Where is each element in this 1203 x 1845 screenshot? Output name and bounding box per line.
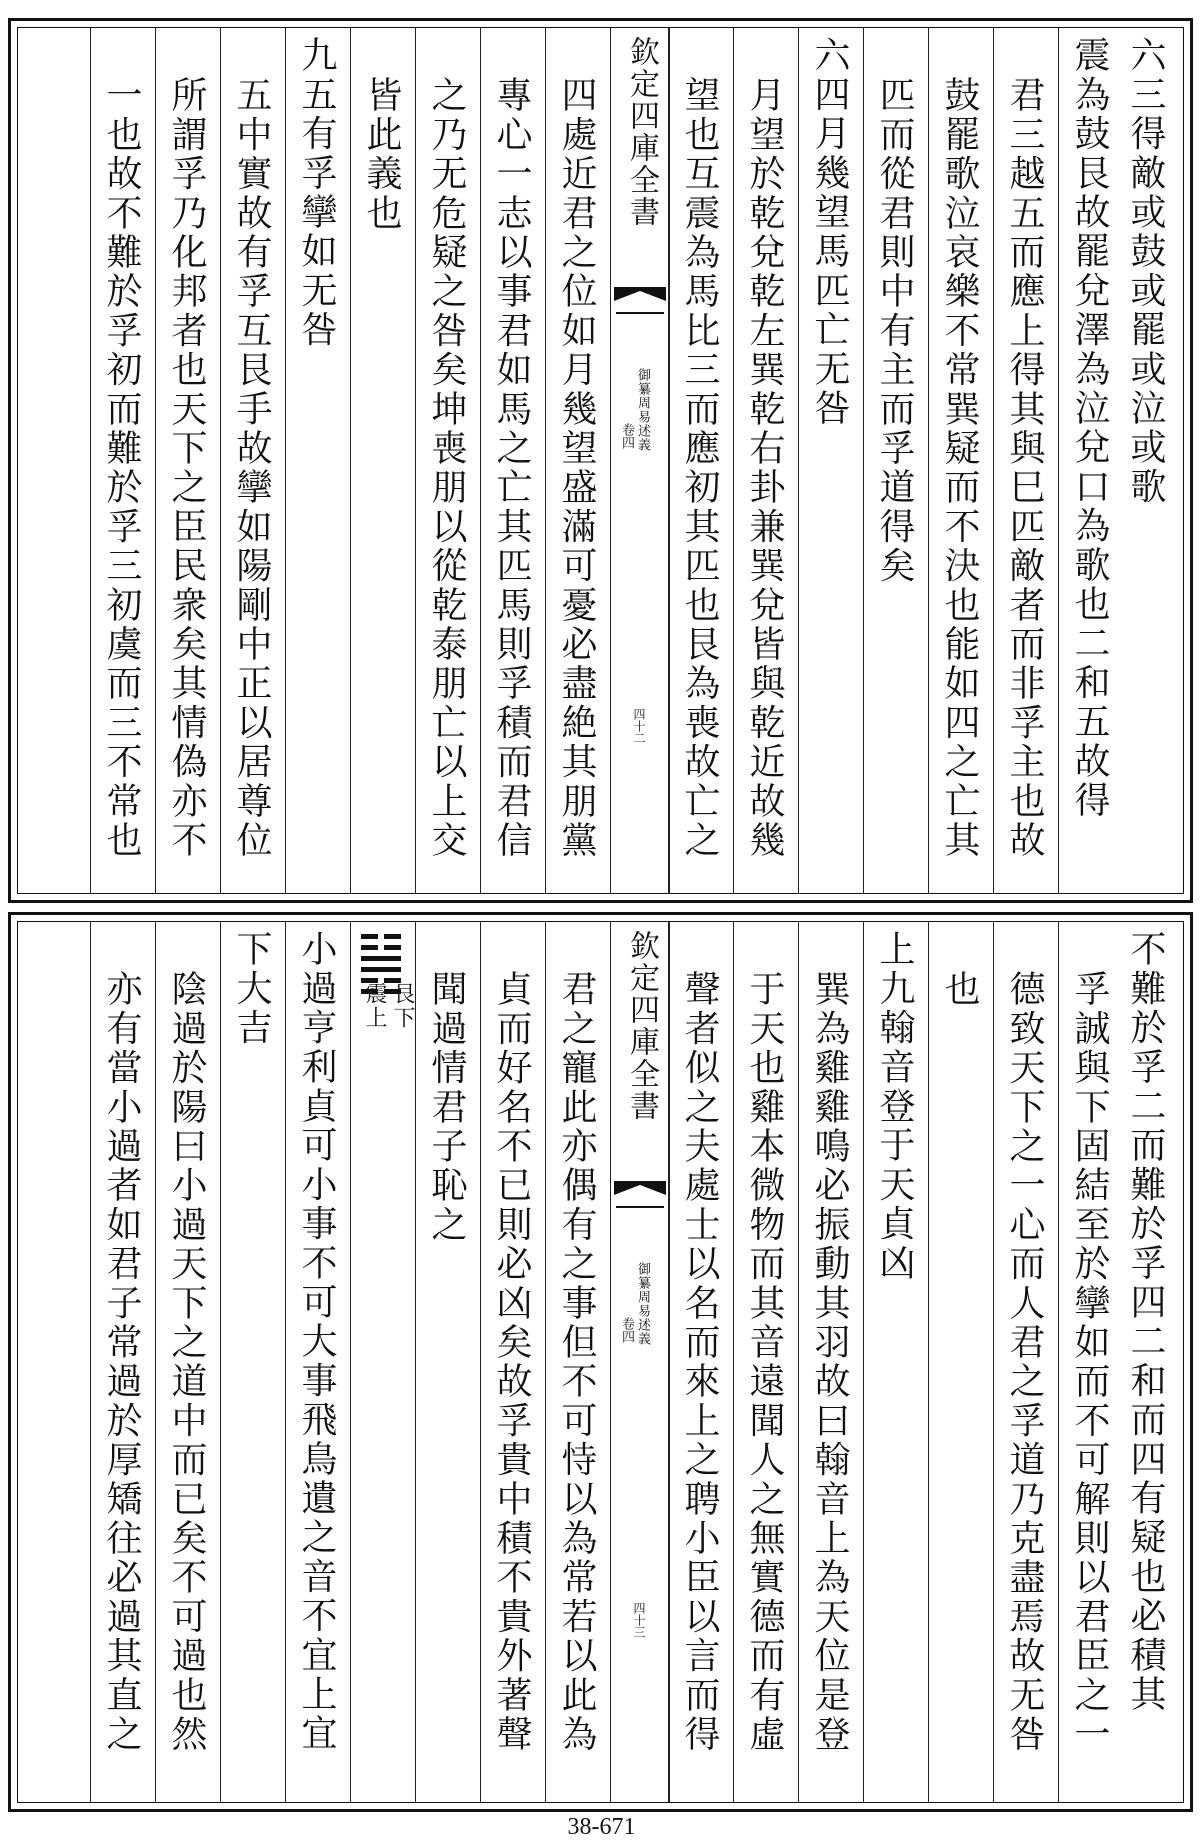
text-line: 亦有當小過者如君子常過於厚矯往必過其直之 [101,970,142,1754]
text-line: 君三越五而應上得其與巳匹敵者而非孚主也故 [1004,76,1045,860]
text-line: 震為鼓艮故罷兌澤為泣兌口為歌也二和五故得 [1069,36,1110,820]
text-line: 小過亨利貞可小事不可大事飛鳥遺之音不宜上宜 [296,930,337,1754]
column [1121,28,1183,893]
fish-tail-mark [614,1177,666,1247]
column [415,28,481,893]
text-line: 上九翰音登于天貞凶 [874,930,915,1283]
fish-tail-mark [614,283,666,353]
column [928,28,994,893]
text-line: 君之寵此亦偶有之事但不可恃以為常若以此為 [556,970,597,1754]
text-line: 下大吉 [231,930,272,1048]
column [350,28,416,893]
text-line: 德致天下之一心而人君之孚道乃克盡焉故无咎 [1004,970,1045,1754]
text-line: 聞過情君子恥之 [426,970,467,1245]
text-line: 皆此義也 [361,76,402,233]
book-title: 欽定四庫全書 [624,36,659,228]
text-line: 五中實故有孚互艮手故攣如陽剛中正以居尊位 [231,76,272,860]
column [1058,28,1122,893]
column [1058,922,1122,1802]
text-line: 九五有孚攣如无咎 [296,36,337,350]
text-line: 孚誠與下固結至於攣如而不可解則以君臣之一 [1069,970,1110,1754]
text-line: 六三得敵或鼓或罷或泣或歌 [1125,36,1166,507]
column [220,922,286,1802]
text-line: 四處近君之位如月幾望盛滿可憂必盡絶其朋黨 [556,76,597,860]
column [993,922,1059,1802]
column [798,28,864,893]
text-line: 于天也雞本微物而其音遠聞人之無實德而有虛 [744,970,785,1754]
text-line: 月望於乾兌乾左巽乾右卦兼巽兌皆與乾近故幾 [744,76,785,860]
column [155,28,221,893]
text-line: 一也故不難於孚初而難於孚三初虞而三不常也 [101,76,142,860]
page-gutter [610,922,670,1802]
column [733,28,799,893]
column [155,922,221,1802]
column [798,922,864,1802]
volume-label: 卷四 [619,423,634,449]
volume-label: 卷四 [619,1317,634,1343]
text-line: 貞而好名不已則必凶矣故孚貴中積不貴外著聲 [491,970,532,1754]
lower-page-inner [17,921,1184,1803]
column [480,922,546,1802]
text-line: 陰過於陽曰小過天下之道中而已矣不可過也然 [166,970,207,1754]
column [285,28,351,893]
text-line: 望也互震為馬比三而應初其匹也艮為喪故亡之 [679,76,720,860]
text-line: 聲者似之夫處士以名而來上之聘小臣以言而得 [679,970,720,1754]
page-number: 四十三 [632,1602,646,1638]
column [1121,922,1183,1802]
book-title: 欽定四庫全書 [624,930,659,1122]
column [220,28,286,893]
text-line: 之乃无危疑之咎矣坤喪朋以從乾泰朋亡以上交 [426,76,467,860]
text-line: 也 [939,970,980,1010]
text-line: 巽為雞雞鳴必振動其羽故曰翰音上為天位是登 [809,970,850,1754]
page-number: 四十二 [632,708,646,744]
column [545,922,611,1802]
upper-page-inner [17,27,1184,894]
folio-number: 38-671 [567,1814,636,1840]
column [863,28,929,893]
column [415,922,481,1802]
text-line: 匹而從君則中有主而孚道得矣 [874,76,915,586]
running-head: 御纂周易述義 [635,368,650,452]
trigram-upper-label: 震上 [362,982,387,1030]
running-head: 御纂周易述義 [635,1262,650,1346]
text-line: 六四月幾望馬匹亡无咎 [809,36,850,428]
column [668,28,734,893]
lower-page-frame [8,912,1193,1812]
page-gutter [610,28,670,893]
column [90,28,156,893]
column [863,922,929,1802]
text-line: 所謂孚乃化邦者也天下之臣民衆矣其情偽亦不 [166,76,207,860]
text-line: 不難於孚二而難於孚四二和而四有疑也必積其 [1125,930,1166,1714]
column [545,28,611,893]
column [993,28,1059,893]
upper-page-frame [8,18,1193,903]
trigram-lower-label: 艮下 [390,982,415,1030]
column [285,922,351,1802]
column [668,922,734,1802]
column [733,922,799,1802]
column [928,922,994,1802]
hexagram-column [350,922,416,1802]
column [90,922,156,1802]
text-line: 鼓罷歌泣哀樂不常巽疑而不決也能如四之亡其 [939,76,980,860]
text-line: 專心一志以事君如馬之亡其匹馬則孚積而君信 [491,76,532,860]
column [480,28,546,893]
